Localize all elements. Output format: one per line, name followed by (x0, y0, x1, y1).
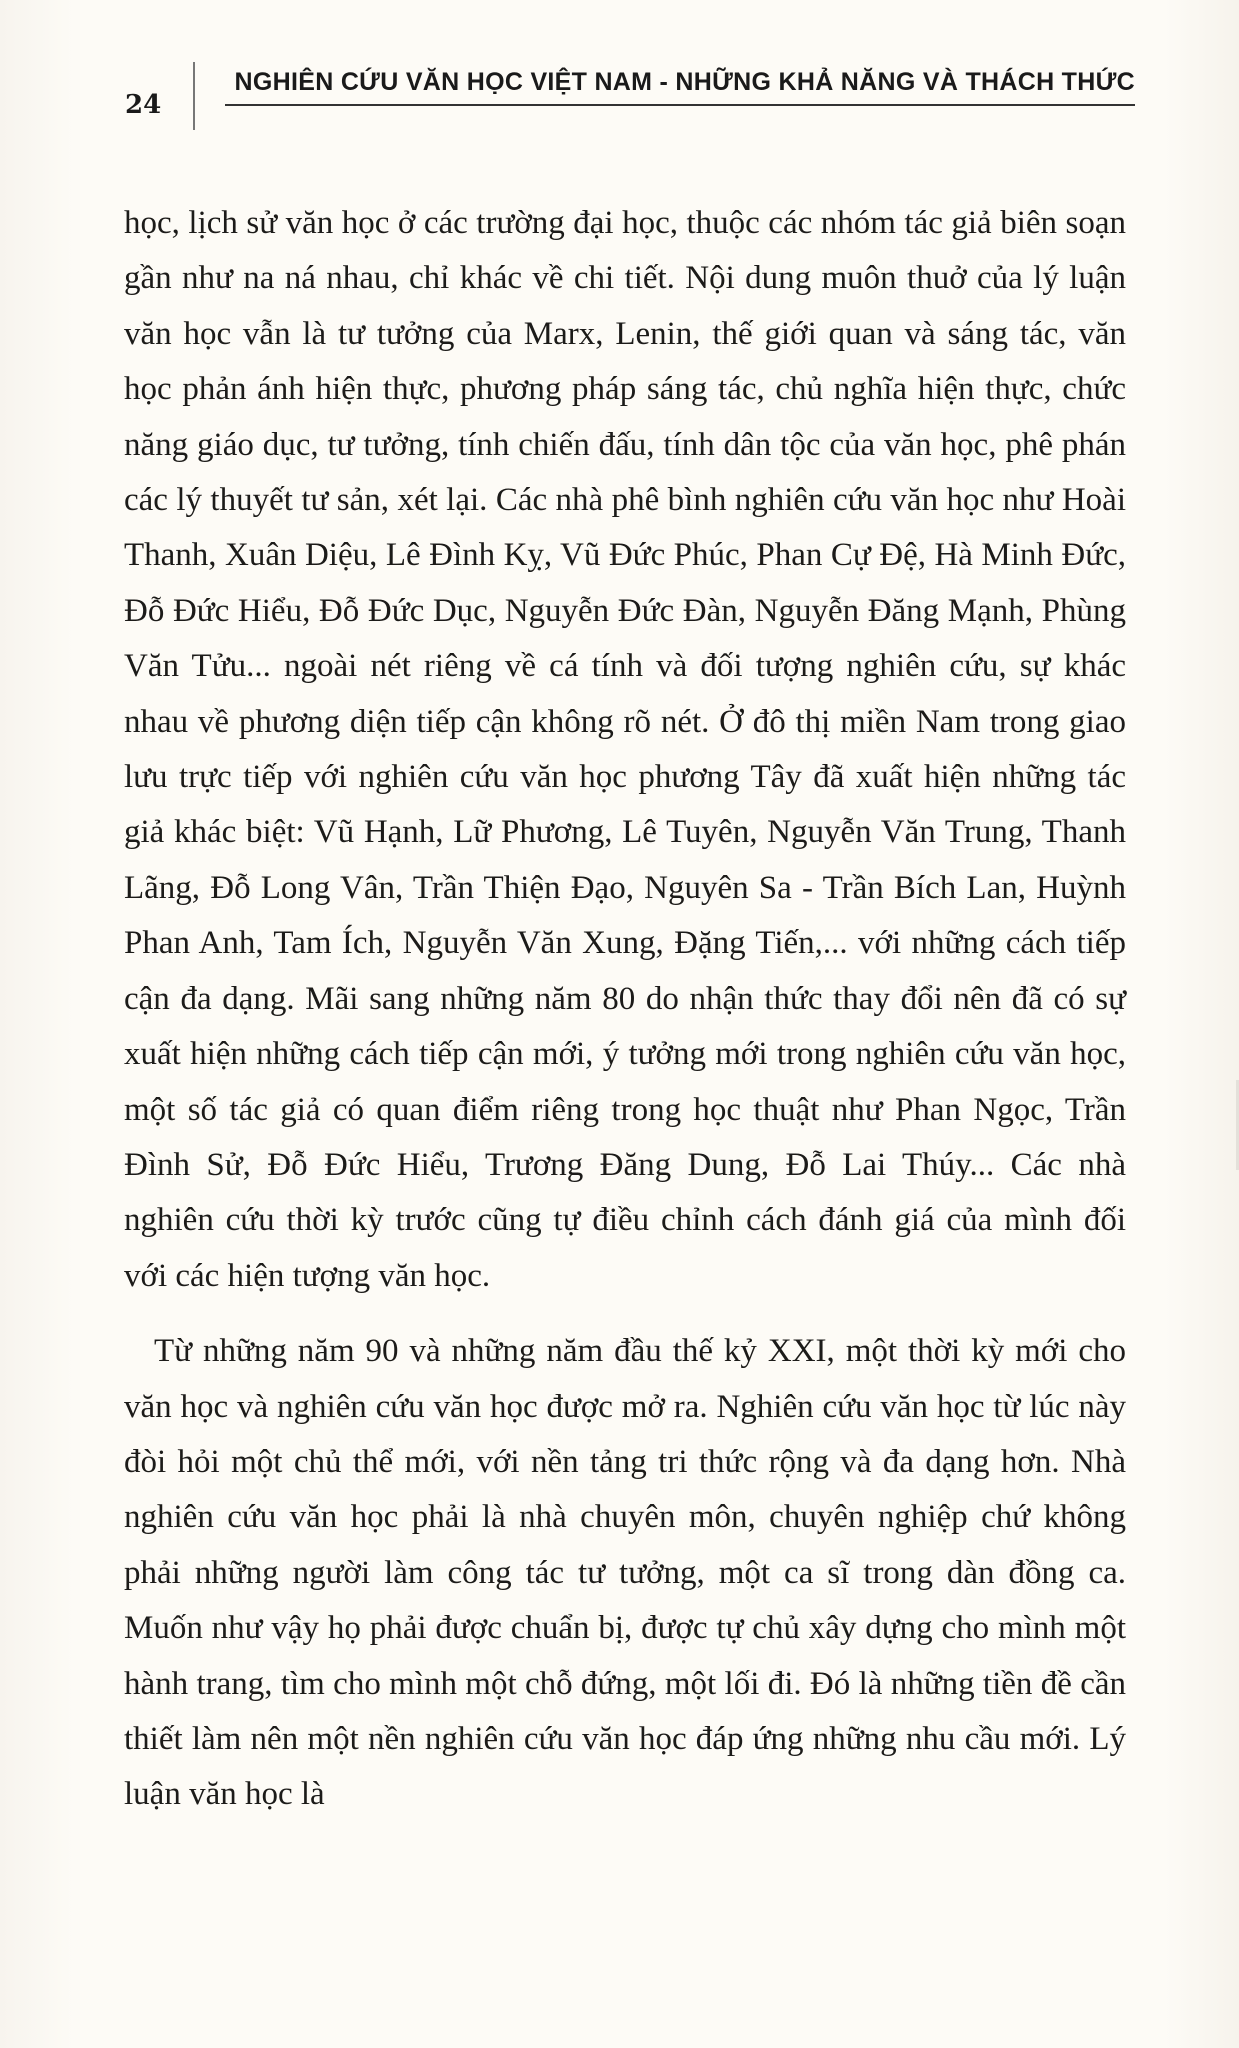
paragraph-2: Từ những năm 90 và những năm đầu thế kỷ XXI, một thời kỳ mới cho văn học và nghiên cứu văn học được mở ra. Nghiên cứu văn học từ lúc này đòi hỏi một chủ thể mới, với nền tảng tri thức rộng và đa dạng hơn. Nhà nghiên cứu văn học phải là nhà chuyên môn, chuyên nghiệp chứ không phải những người làm công tác tư tưởng, một ca sĩ trong dàn đồng ca. Muốn như vậy họ phải được chuẩn bị, được tự chủ xây dựng cho mình một hành trang, tìm cho mình một chỗ đứng, một lối đi. Đó là những tiền đề cần thiết làm nên một nền nghiên cứu văn học đáp ứng những nhu cầu mới. Lý luận văn học là (124, 1333, 1126, 1813)
page-number: 24 (125, 90, 162, 120)
paragraph-1: học, lịch sử văn học ở các trường đại học, thuộc các nhóm tác giả biên soạn gần như na ná nhau, chỉ khác về chi tiết. Nội dung muôn thuở của lý luận văn học vẫn là tư tưởng của Marx, Lenin, thế giới quan và sáng tác, văn học phản ánh hiện thực, phương pháp sáng tác, chủ nghĩa hiện thực, chức năng giáo dục, tư tưởng, tính chiến đấu, tính dân tộc của văn học, phê phán các lý thuyết tư sản, xét lại. Các nhà phê bình nghiên cứu văn học như Hoài Thanh, Xuân Diệu, Lê Đình Kỵ, Vũ Đức Phúc, Phan Cự Đệ, Hà Minh Đức, Đỗ Đức Hiểu, Đỗ Đức Dục, Nguyễn Đức Đàn, Nguyễn Đăng Mạnh, Phùng Văn Tửu... ngoài nét riêng về cá tính và đối tượng nghiên cứu, sự khác nhau về phương diện tiếp cận không rõ nét. Ở đô thị miền Nam trong giao lưu trực tiếp với nghiên cứu văn học phương Tây đã xuất hiện những tác giả khác biệt: Vũ Hạnh, Lữ Phương, Lê Tuyên, Nguyễn Văn Trung, Thanh Lãng, Đỗ Long Vân, Trần Thiện Đạo, Nguyên Sa - Trần Bích Lan, Huỳnh Phan Anh, Tam Ích, Nguyễn Văn Xung, Đặng Tiến,... với những cách tiếp cận đa dạng. Mãi sang những năm 80 do nhận thức thay đổi nên đã có sự xuất hiện những cách tiếp cận mới, ý tưởng mới trong nghiên cứu văn học, một số tác giả có quan điểm riêng trong học thuật như Phan Ngọc, Trần Đình Sử, Đỗ Đức Hiểu, Trương Đăng Dung, Đỗ Lai Thúy... Các nhà nghiên cứu thời kỳ trước cũng tự điều chỉnh cách đánh giá của mình đối với các hiện tượng văn học. (124, 205, 1126, 1294)
header-rule (225, 104, 1135, 106)
page-header (125, 62, 1135, 132)
header-divider (193, 62, 195, 130)
running-title: NGHIÊN CỨU VĂN HỌC VIỆT NAM - NHỮNG KHẢ NĂNG VÀ THÁCH THỨC (234, 68, 1135, 96)
body-text (124, 196, 1126, 1823)
